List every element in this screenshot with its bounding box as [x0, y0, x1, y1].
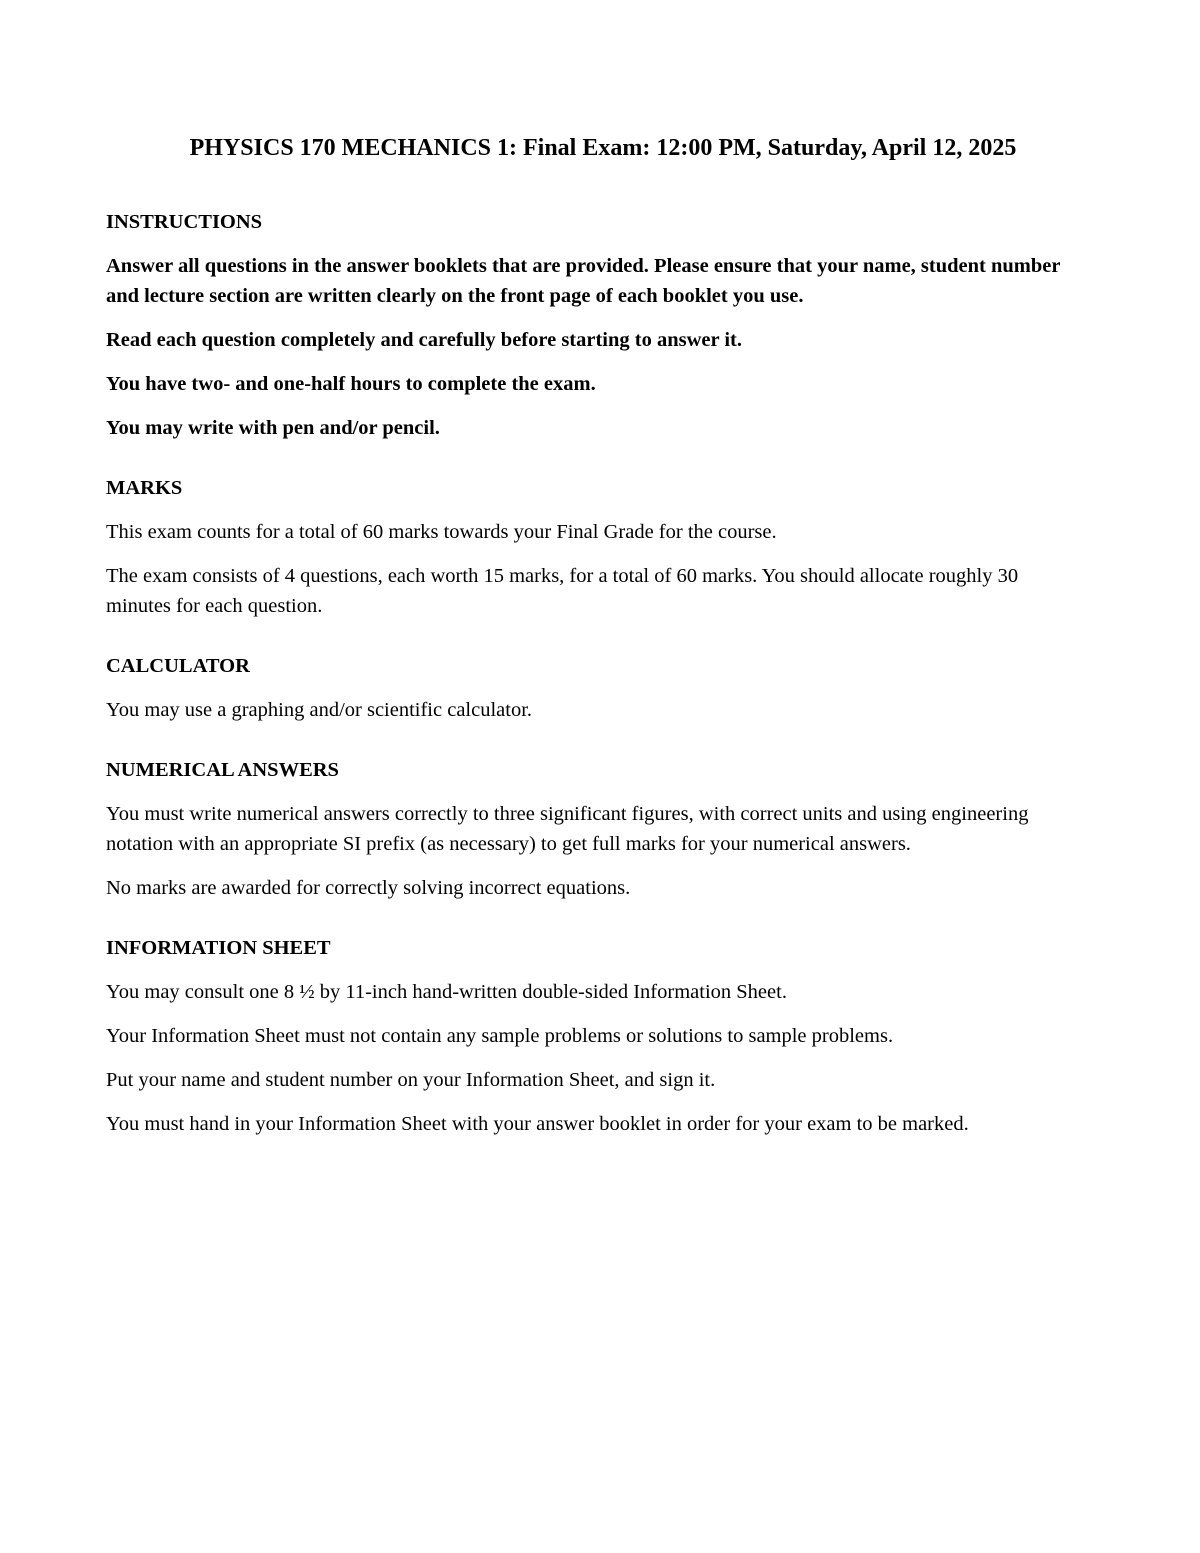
instructions-paragraph-4: You may write with pen and/or pencil.: [106, 417, 440, 439]
section-calculator: [106, 651, 1086, 725]
information-sheet-paragraph-2: Your Information Sheet must not contain any sample problems or solutions to sample problems.: [106, 1025, 894, 1047]
calculator-paragraph-1: You may use a graphing and/or scientific calculator.: [106, 699, 533, 721]
section-instructions: [106, 207, 1086, 443]
information-sheet-paragraph-4: You must hand in your Information Sheet with your answer booklet in order for your exam to be marked.: [106, 1113, 969, 1135]
instructions-paragraph-3: You have two- and one-half hours to complete the exam.: [106, 373, 596, 395]
section-heading-calculator: CALCULATOR: [106, 655, 250, 677]
section-marks: [106, 473, 1086, 621]
instructions-paragraph-1: Answer all questions in the answer booklets that are provided. Please ensure that your name, student number and lecture section are written clearly on the front page of each booklet you use.: [106, 255, 1061, 307]
section-heading-marks: MARKS: [106, 477, 183, 499]
numerical-answers-paragraph-1: You must write numerical answers correctly to three significant figures, with correct units and using engineering notation with an appropriate SI prefix (as necessary) to get full marks for your numerical answers.: [106, 803, 1029, 855]
section-information-sheet: [106, 933, 1086, 1139]
instructions-paragraph-2: Read each question completely and carefully before starting to answer it.: [106, 329, 743, 351]
section-heading-numerical-answers: NUMERICAL ANSWERS: [106, 759, 339, 781]
section-numerical-answers: [106, 755, 1086, 903]
section-heading-instructions: INSTRUCTIONS: [106, 211, 263, 233]
numerical-answers-paragraph-2: No marks are awarded for correctly solving incorrect equations.: [106, 877, 631, 899]
marks-paragraph-2: The exam consists of 4 questions, each worth 15 marks, for a total of 60 marks. You should allocate roughly 30 minutes for each question.: [106, 565, 1019, 617]
information-sheet-paragraph-1: You may consult one 8 ½ by 11-inch hand-written double-sided Information Sheet.: [106, 981, 787, 1003]
marks-paragraph-1: This exam counts for a total of 60 marks towards your Final Grade for the course.: [106, 521, 777, 543]
section-heading-information-sheet: INFORMATION SHEET: [106, 937, 331, 959]
information-sheet-paragraph-3: Put your name and student number on your Information Sheet, and sign it.: [106, 1069, 716, 1091]
page-title: PHYSICS 170 MECHANICS 1: Final Exam: 12:00 PM, Saturday, April 12, 2025: [189, 135, 1017, 161]
exam-content: [106, 207, 1086, 1169]
